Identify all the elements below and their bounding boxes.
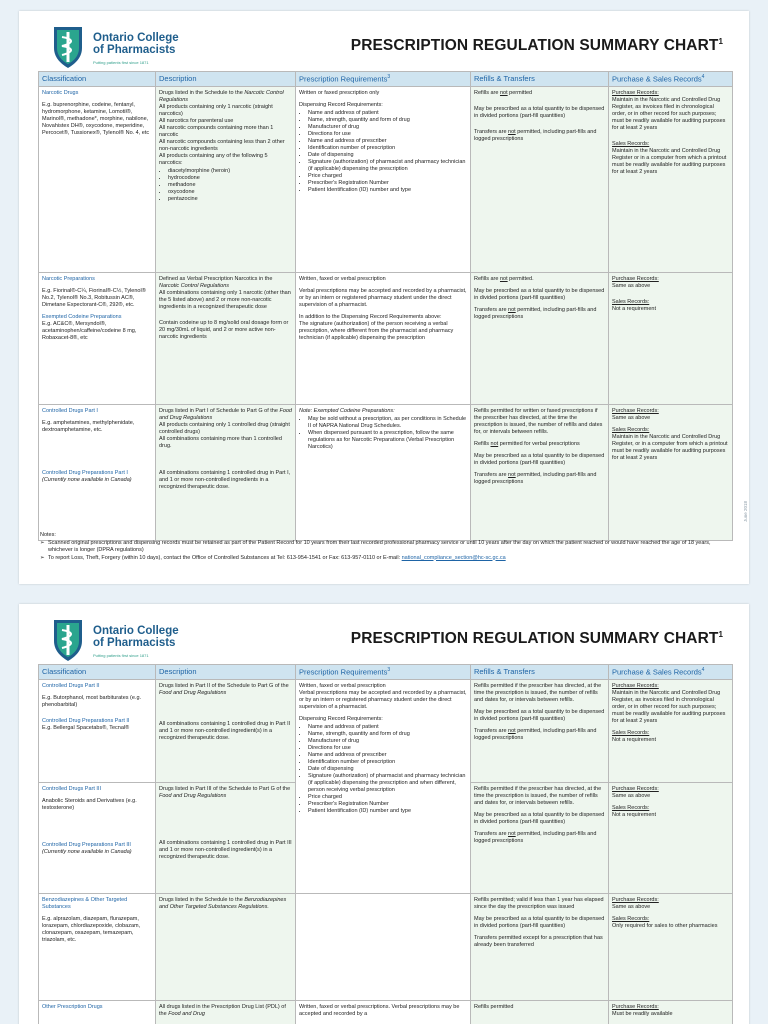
- records-text: Maintain in the Narcotic and Controlled Drug Register, as invoices filed in chronological order, or in other record for such purposes; must be readily available for auditing purposes for at least 2 years: [612, 96, 726, 131]
- records-text: Maintain in the Narcotic and Controlled Drug Register, as invoices filed in chronological order, or in other record for such purposes; must be readily available for auditing purposes for at least 2 years: [612, 689, 726, 724]
- list-item: • Name and address of patient: [308, 724, 467, 731]
- class-note: (Currently none available in Canada): [42, 476, 132, 483]
- refill-text: Transfers permitted except for a prescription that has already been transferred: [474, 934, 603, 948]
- req-text: Verbal prescriptions may be accepted and recorded by a pharmacist, or by an intern or registered pharmacy student under the direct supervision of a pharmacist.: [299, 689, 467, 710]
- records-heading: Purchase Records:: [612, 1003, 659, 1010]
- list-item: • Prescriber's Registration Number: [308, 801, 467, 808]
- table-row-other-prescription-drugs: [39, 1000, 733, 1024]
- table-header-row: [39, 665, 733, 680]
- col-header-requirements: Prescription Requirements$^3$: [296, 72, 471, 87]
- ocp-shield-icon: [51, 24, 85, 70]
- refill-text: Refills permitted for written or faxed prescriptions if the prescriber has directed, at the time the prescription is issued, the number of refills and dates for, or intervals between refills.: [474, 407, 603, 435]
- records-text: Same as above: [612, 282, 651, 289]
- desc-text: All narcotics for parenteral use: [159, 117, 234, 124]
- class-title: Narcotic Drugs: [42, 89, 79, 96]
- desc-text: All narcotic compounds containing more than 1 narcotic: [159, 124, 274, 138]
- list-item: • pentazocine: [168, 196, 292, 203]
- notes-label: Notes:: [40, 532, 56, 538]
- desc-text: Defined as Verbal Prescription Narcotics in the Narcotic Control Regulations: [159, 275, 273, 289]
- table-row-narcotic-preparations: [39, 272, 733, 404]
- desc-text: Drugs listed in Part III of the Schedule to Part G of the Food and Drug Regulations: [159, 785, 291, 799]
- summary-table-page-2: [38, 664, 733, 1024]
- narcotic-list: [159, 168, 292, 203]
- table-header-row: [39, 72, 733, 87]
- class-title: Controlled Drug Preparations Part II: [42, 717, 130, 724]
- list-item: • Identification number of prescription: [308, 145, 467, 152]
- records-text: Not a requirement: [612, 811, 657, 818]
- table-row-controlled-part-2: [39, 679, 733, 782]
- list-item: • Date of dispensing: [308, 766, 467, 773]
- cell-records: [609, 679, 733, 782]
- refill-text: May be prescribed as a total quantity to be dispensed in divided portions (part-fill quantities): [474, 708, 605, 722]
- col-header-classification: Classification: [39, 665, 156, 680]
- desc-text: Drugs listed in the Schedule to the Narcotic Control Regulations: [159, 89, 284, 103]
- records-heading: Sales Records:: [612, 298, 650, 305]
- records-text: Must be readily available: [612, 1010, 673, 1017]
- records-heading: Sales Records:: [612, 140, 650, 147]
- req-text: Written, faxed or verbal prescriptions. Verbal prescriptions may be accepted and recorded by a: [299, 1003, 460, 1017]
- class-title: Other Prescription Drugs: [42, 1003, 103, 1010]
- class-title: Narcotic Preparations: [42, 275, 95, 282]
- class-title: Controlled Drugs Part II: [42, 682, 100, 689]
- class-title: Controlled Drugs Part I: [42, 407, 98, 414]
- req-text: Written, faxed or verbal prescription: [299, 275, 386, 282]
- ocp-logo-name: Ontario College of Pharmacists: [93, 625, 179, 649]
- req-text: Verbal prescriptions may be accepted and recorded by a pharmacist, or by an intern or registered pharmacy student under the direct supervision of a pharmacist.: [299, 287, 467, 308]
- table-row-controlled-part-1: [39, 404, 733, 540]
- cell-records: [609, 1000, 733, 1024]
- desc-text: All combinations containing only 1 narcotic (other than the 5 listed above) and 2 or more non-narcotic ingredients in a recognized therapeutic dose: [159, 289, 291, 310]
- records-heading: Purchase Records:: [612, 407, 659, 414]
- ocp-logo-name: Ontario College of Pharmacists: [93, 32, 179, 56]
- col-header-refills: Refills & Transfers: [471, 665, 609, 680]
- refill-text: May be prescribed as a total quantity to be dispensed in divided portions (part-fill quantities): [474, 452, 605, 466]
- dispensing-record-list: [299, 724, 467, 815]
- ocp-shield-icon: [51, 617, 85, 663]
- refill-text: Transfers are not permitted, including part-fills and logged prescriptions: [474, 306, 597, 320]
- cell-classification: [39, 272, 156, 404]
- list-item: • Name and address of patient: [308, 110, 467, 117]
- records-text: Maintain in the Narcotic and Controlled Drug Register, or in a computer from which a printout must be readily available for auditing purposes for at least 2 years: [612, 433, 728, 461]
- summary-table-page-1: [38, 71, 733, 541]
- records-heading: Purchase Records:: [612, 896, 659, 903]
- list-item: • Name and address of prescriber: [308, 752, 467, 759]
- cell-refills: [471, 1000, 609, 1024]
- cell-requirements: [296, 86, 471, 272]
- list-item: • Price charged: [308, 794, 467, 801]
- records-heading: Purchase Records:: [612, 785, 659, 792]
- page-title: PRESCRIPTION REGULATION SUMMARY CHART$^1$: [350, 37, 723, 55]
- cell-records: [609, 86, 733, 272]
- records-text: Same as above: [612, 414, 651, 421]
- class-note: (Currently none available in Canada): [42, 848, 132, 855]
- desc-text: All combinations containing 1 controlled drug in Part III and 1 or more non-controlled ingredient(s) in a recognized therapeutic dose.: [159, 839, 292, 860]
- desc-text: All combinations containing 1 controlled drug in Part I, and 1 or more non-controlled ingredients in a recognized therapeutic dose.: [159, 469, 291, 490]
- ocs-email-link[interactable]: national_compliance_section@hc-sc.gc.ca: [401, 554, 506, 561]
- records-heading: Sales Records:: [612, 804, 650, 811]
- cell-records: [609, 272, 733, 404]
- list-item: • Manufacturer of drug: [308, 738, 467, 745]
- table-row-narcotic-drugs: [39, 86, 733, 272]
- records-text: Not a requirement: [612, 305, 657, 312]
- desc-text: Contain codeine up to 8 mg/solid oral dosage form or 20 mg/30mL of liquid, and 2 or more active non-narcotic ingredients: [159, 319, 289, 340]
- cell-requirements: [296, 404, 471, 540]
- cell-records: [609, 404, 733, 540]
- list-item: • Directions for use: [308, 745, 467, 752]
- cell-requirements: [296, 893, 471, 1000]
- req-text: Written, faxed or verbal prescription: [299, 682, 386, 689]
- records-heading: Purchase Records:: [612, 682, 659, 689]
- cell-requirements: [296, 272, 471, 404]
- exempted-codeine-list: [299, 416, 467, 451]
- cell-description: [156, 1000, 296, 1024]
- chart-page-1: [19, 11, 749, 584]
- req-text: Dispensing Record Requirements:: [299, 715, 383, 722]
- cell-classification: [39, 1000, 156, 1024]
- note-item: ➢ To report Loss, Theft, Forgery (within 10 days), contact the Office of Controlled Substances at Tel: 613-954-1541 or Fax: 613-957-0110 or E-mail: national_compliance_section@hc-sc.gc.ca: [40, 554, 506, 561]
- records-heading: Sales Records:: [612, 729, 650, 736]
- records-heading: Sales Records:: [612, 915, 650, 922]
- ocp-logo-tagline: Putting patients first since 1871: [93, 653, 149, 658]
- cell-records: [609, 782, 733, 893]
- list-item: • Identification number of prescription: [308, 759, 467, 766]
- class-examples: Anabolic Steroids and Derivatives (e.g. testosterone): [42, 797, 137, 811]
- class-title: Controlled Drug Preparations Part I: [42, 469, 128, 476]
- refill-text: May be prescribed as a total quantity to be dispensed in divided portions (part-fill quantities): [474, 915, 605, 929]
- list-item: • When dispensed pursuant to a prescription, follow the same regulations as for Narcotic Preparations (Verbal Prescription Narcotics): [308, 430, 467, 451]
- list-item: • Prescriber's Registration Number: [308, 180, 467, 187]
- col-header-refills: Refills & Transfers: [471, 72, 609, 87]
- col-header-description: Description: [156, 665, 296, 680]
- req-text: In addition to the Dispensing Record Requirements above:: [299, 313, 442, 320]
- class-examples: E.g. buprenorphine, codeine, fentanyl, hydromorphone, ketamine, Lomotil®, Marinol®, methadone*, morphine, nabilone, Novahistex DH®, oxycodone, meperidine, Percocet®, Tussionex®, Tylenol® No. 4, etc: [42, 101, 150, 136]
- refill-text: Refills are not permitted: [474, 89, 533, 96]
- cell-classification: [39, 679, 156, 782]
- notes-section: [40, 532, 730, 562]
- list-item: • Date of dispensing: [308, 152, 467, 159]
- class-examples: E.g. amphetamines, methylphenidate, dextroamphetamine, etc.: [42, 419, 135, 433]
- refill-text: Refills permitted; valid if less than 1 year has elapsed since the day the prescription was issued: [474, 896, 604, 910]
- cell-refills: [471, 893, 609, 1000]
- cell-description: [156, 272, 296, 404]
- cell-refills: [471, 86, 609, 272]
- cell-classification: [39, 86, 156, 272]
- list-item: • Name, strength, quantity and form of drug: [308, 731, 467, 738]
- list-item: • May be sold without a prescription, as per conditions in Schedule II of NAPRA National Drug Schedules.: [308, 416, 467, 430]
- desc-text: All products containing only 1 narcotic (straight narcotics): [159, 103, 273, 117]
- list-item: • hydrocodone: [168, 175, 292, 182]
- cell-description: [156, 86, 296, 272]
- records-text: Same as above: [612, 903, 651, 910]
- refill-text: Transfers are not permitted, including part-fills and logged prescriptions: [474, 727, 597, 741]
- refill-text: Transfers are not permitted, including part-fills and logged prescriptions: [474, 830, 597, 844]
- records-heading: Purchase Records:: [612, 275, 659, 282]
- req-text: Written or faxed prescription only: [299, 89, 380, 96]
- cell-description: [156, 782, 296, 893]
- records-text: Same as above: [612, 792, 651, 799]
- col-header-classification: Classification: [39, 72, 156, 87]
- desc-text: All combinations containing more than 1 controlled drug.: [159, 435, 282, 449]
- class-examples: E.g. Bellergal Spacetabs®, Tecnal®: [42, 724, 130, 731]
- note-item: ➢ Scanned original prescriptions and dispensing records must be retained as part of the Patient Record for 10 years from their last recorded professional pharmacy service or until 10 years after the day on which the patient reached or would have reached the age of 18 years, whichever is longer (DPRA regulations): [40, 539, 711, 553]
- col-header-records: Purchase & Sales Records$^4$: [609, 665, 733, 680]
- class-examples: E.g. alprazolam, diazepam, flurazepam, lorazepam, chlordiazepoxide, clobazam, clonazepam, oxazepam, temazepam, triazolam, etc.: [42, 915, 141, 943]
- cell-refills: [471, 782, 609, 893]
- refill-text: May be prescribed as a total quantity to be dispensed in divided portions (part-fill quantities): [474, 287, 605, 301]
- cell-refills: [471, 272, 609, 404]
- list-item: • diacetylmorphine (heroin): [168, 168, 292, 175]
- refill-text: Refills permitted if the prescriber has directed, at the time the prescription is issued, the number of refills and dates for, or intervals between refills.: [474, 682, 602, 703]
- class-title: Benzodiazepines & Other Targeted Substances: [42, 896, 128, 910]
- class-title: Controlled Drugs Part III: [42, 785, 101, 792]
- records-heading: Sales Records:: [612, 426, 650, 433]
- desc-text: Drugs listed in the Schedule to the Benzodiazepines and Other Targeted Substances Regulations.: [159, 896, 287, 910]
- class-title: Controlled Drug Preparations Part III: [42, 841, 131, 848]
- list-item: • Manufacturer of drug: [308, 124, 467, 131]
- desc-text: All products containing any of the following 5 narcotics:: [159, 152, 268, 166]
- cell-classification: [39, 404, 156, 540]
- cell-classification: [39, 893, 156, 1000]
- req-text: Dispensing Record Requirements:: [299, 101, 383, 108]
- col-header-records: Purchase & Sales Records$^4$: [609, 72, 733, 87]
- list-item: • Price charged: [308, 173, 467, 180]
- cell-requirements: [296, 679, 471, 893]
- list-item: • methadone: [168, 182, 292, 189]
- cell-refills: [471, 679, 609, 782]
- class-examples: E.g. Fiorinal®-C¼, Fiorinal®-C½, Tylenol® No.2, Tylenol® No.3, Robitussin AC®, Dimetane Expectorant-C®, 292®, etc.: [42, 287, 146, 308]
- records-text: Maintain in the Narcotic and Controlled Drug Register or in a computer from which a printout must be readily available for auditing purposes for at least 2 years: [612, 147, 727, 175]
- list-item: • oxycodone: [168, 189, 292, 196]
- records-text: Only required for sales to other pharmacies: [612, 922, 718, 929]
- refill-text: Refills not permitted for verbal prescriptions: [474, 440, 580, 447]
- desc-text: Drugs listed in Part II of the Schedule to Part G of the Food and Drug Regulations: [159, 682, 289, 696]
- class-title: Exempted Codeine Preparations: [42, 313, 122, 320]
- refill-text: May be prescribed as a total quantity to be dispensed in divided portions (part-fill quantities): [474, 105, 605, 119]
- cell-description: [156, 679, 296, 782]
- list-item: • Signature (authorization) of pharmacist and pharmacy technician (if applicable) dispensing the prescription and when different, person receiving verbal prescription: [308, 773, 467, 794]
- page-title: PRESCRIPTION REGULATION SUMMARY CHART$^1$: [350, 630, 723, 648]
- cell-classification: [39, 782, 156, 893]
- col-header-description: Description: [156, 72, 296, 87]
- refill-text: Transfers are not permitted, including part-fills and logged prescriptions: [474, 471, 597, 485]
- cell-records: [609, 893, 733, 1000]
- desc-text: All drugs listed in the Prescription Drug List (PDL) of the Food and Drug: [159, 1003, 286, 1017]
- cell-requirements: [296, 1000, 471, 1024]
- refill-text: Refills permitted: [474, 1003, 514, 1010]
- cell-description: [156, 893, 296, 1000]
- ocp-logo: [51, 24, 185, 70]
- list-item: • Name, strength, quantity and form of drug: [308, 117, 467, 124]
- refill-text: Transfers are not permitted, including part-fills and logged prescriptions: [474, 128, 597, 142]
- refill-text: Refills permitted if the prescriber has directed, at the time the prescription is issued, the number of refills and dates for, or intervals between refills.: [474, 785, 602, 806]
- class-examples: E.g. AC&C®, Mersyndol®, acetaminophen/caffeine/codeine 8 mg, Robaxacet-8®, etc: [42, 320, 137, 341]
- dispensing-record-list: [299, 110, 467, 194]
- class-examples: E.g. Butorphanol, most barbiturates (e.g. phenobarbital): [42, 694, 142, 708]
- desc-text: Drugs listed in Part I of Schedule to Part G of the Food and Drug Regulations: [159, 407, 292, 421]
- ocp-logo-tagline: Putting patients first since 1871: [93, 60, 149, 65]
- ocp-logo: [51, 617, 185, 663]
- desc-text: All products containing only 1 controlled drug (straight controlled drugs): [159, 421, 290, 435]
- desc-text: All narcotic compounds containing less than 2 other non-narcotic ingredients: [159, 138, 285, 152]
- col-header-requirements: Prescription Requirements$^3$: [296, 665, 471, 680]
- list-item: • Signature (authorization) of pharmacist and pharmacy technician (if applicable) dispensing the prescription: [308, 159, 467, 173]
- req-text: The signature (authorization) of the person receiving a verbal prescription, where different from the pharmacist and pharmacy technician (if applicable) dispensing the prescription: [299, 320, 454, 341]
- records-text: Not a requirement: [612, 736, 657, 743]
- list-item: • Name and address of prescriber: [308, 138, 467, 145]
- table-row-benzodiazepines: [39, 893, 733, 1000]
- cell-description: [156, 404, 296, 540]
- refill-text: Refills are not permitted.: [474, 275, 534, 282]
- side-date: June 2018: [743, 501, 748, 523]
- list-item: • Directions for use: [308, 131, 467, 138]
- records-heading: Purchase Records:: [612, 89, 659, 96]
- list-item: • Patient Identification (ID) number and type: [308, 808, 467, 815]
- req-text: Note: Exempted Codeine Preparations:: [299, 407, 395, 414]
- chart-page-2: [19, 604, 749, 1024]
- list-item: • Patient Identification (ID) number and type: [308, 187, 467, 194]
- desc-text: All combinations containing 1 controlled drug in Part II and 1 or more non-controlled ingredient(s) in a recognized therapeutic dose.: [159, 720, 291, 741]
- cell-refills: [471, 404, 609, 540]
- refill-text: May be prescribed as a total quantity to be dispensed in divided portions (part-fill quantities): [474, 811, 605, 825]
